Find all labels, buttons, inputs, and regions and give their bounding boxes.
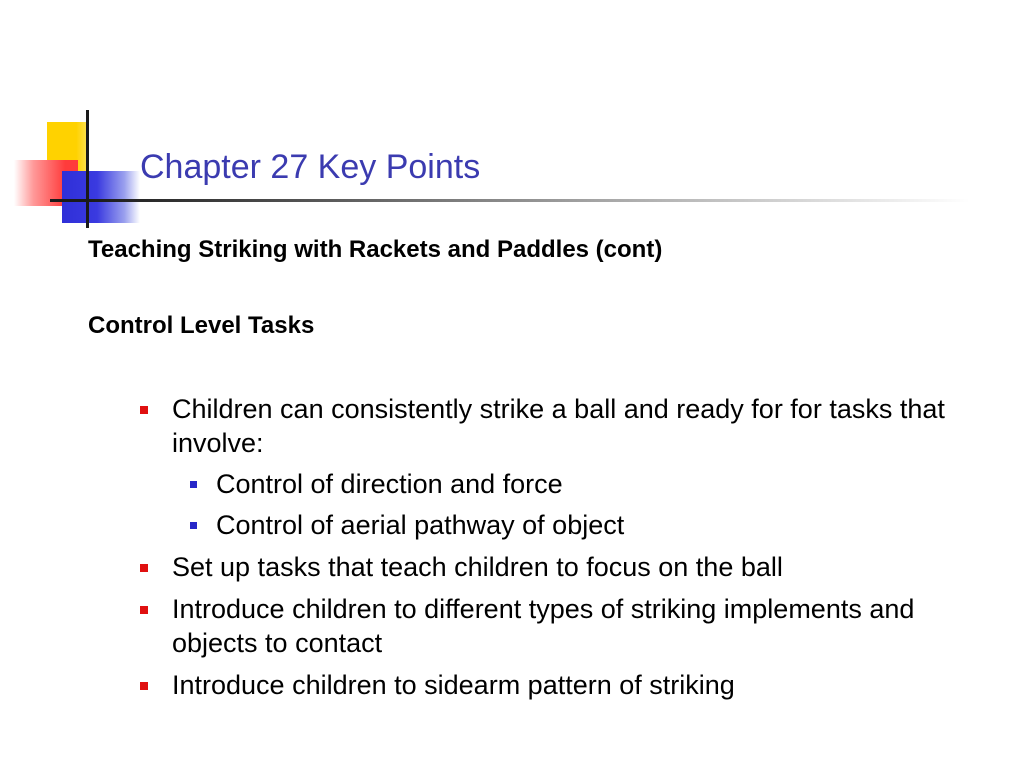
subheading-level: Control Level Tasks — [88, 312, 315, 339]
logo-blue-square — [62, 171, 140, 223]
title-underline-rule — [90, 199, 970, 202]
bullet-item — [0, 592, 1024, 660]
bullet-item — [0, 668, 1024, 702]
slide-logo-decoration — [0, 0, 140, 240]
bullet-list — [0, 392, 1024, 710]
slide-title: Chapter 27 Key Points — [140, 148, 481, 186]
subheading-topic: Teaching Striking with Rackets and Paddles (cont) — [88, 236, 663, 263]
bullet-item — [0, 392, 1024, 542]
blue-square-bullet-icon — [190, 522, 197, 529]
sub-bullet-text: Control of direction and force — [216, 469, 563, 499]
sub-bullet-item — [0, 467, 984, 501]
red-square-bullet-icon — [140, 682, 148, 690]
logo-vertical-line — [86, 110, 89, 228]
sub-bullet-list — [0, 467, 984, 542]
bullet-text: Children can consistently strike a ball and ready for for tasks that involve: — [172, 394, 945, 458]
sub-bullet-item — [0, 508, 984, 542]
blue-square-bullet-icon — [190, 481, 197, 488]
red-square-bullet-icon — [140, 406, 148, 414]
bullet-text: Introduce children to sidearm pattern of striking — [172, 670, 735, 700]
red-square-bullet-icon — [140, 564, 148, 572]
bullet-text: Introduce children to different types of striking implements and objects to contact — [172, 594, 915, 658]
sub-bullet-text: Control of aerial pathway of object — [216, 510, 625, 540]
red-square-bullet-icon — [140, 606, 148, 614]
bullet-text: Set up tasks that teach children to focus on the ball — [172, 552, 783, 582]
bullet-item — [0, 550, 1024, 584]
